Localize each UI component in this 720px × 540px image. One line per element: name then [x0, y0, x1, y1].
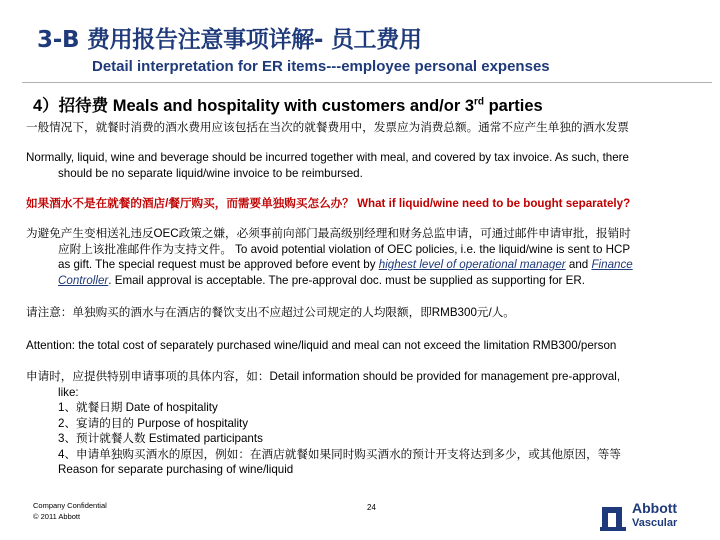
paragraph-general-rule-cn: 一般情况下，就餐时消费的酒水费用应该包括在当次的就餐费用中，发票应为消费总额。通常不应产生单独的酒水发票	[26, 121, 629, 134]
paragraph-general-rule-en: Normally, liquid, wine and beverage should be incurred together with meal, and covered by tax invoice. As such, there should be no separate liquid/wine invoice to be reimbursed.	[26, 151, 629, 180]
paragraph-application-details: 申请时，应提供特别申请事项的具体内容，如：Detail information should be provided for management pre-approval, like: 1、就餐日期 Date of hospitality 2、宴请的目的 Purpose of hospitality 3、预计就餐人数 Estimated participants 4、申请单独购买酒水的原因，例如：在酒店就餐如果同时购买酒水的预计开支将达到多少，或其他原因，等等 Reason for separate purchasing of wine/liquid	[26, 369, 708, 478]
list-item: 3、预计就餐人数 Estimated participants	[58, 432, 263, 445]
abbott-logo-icon	[600, 503, 626, 531]
list-item: 1、就餐日期 Date of hospitality	[58, 401, 218, 414]
slide-title: 3-B 费用报告注意事项详解- 员工费用	[37, 27, 422, 53]
link-controller: Controller	[58, 273, 109, 287]
question-separate-purchase: 如果酒水不是在就餐的酒店/餐厅购买，而需要单独购买怎么办？ What if liquid/wine need to be bought separately?	[26, 197, 631, 210]
paragraph-limit-en: Attention: the total cost of separately purchased wine/liquid and meal can not exceed the limitation RMB300/person	[26, 339, 617, 352]
abbott-logo: Abbott Vascular	[600, 499, 710, 535]
link-finance: Finance	[591, 258, 633, 271]
footer-confidential: Company Confidential © 2011 Abbott	[33, 501, 107, 521]
list-item: 4、申请单独购买酒水的原因，例如：在酒店就餐如果同时购买酒水的预计开支将达到多少，或其他原因，等等	[58, 447, 621, 461]
header-divider	[22, 82, 712, 83]
link-highest-level-manager: highest level of operational manager	[378, 258, 566, 271]
section-heading: 4）招待费 Meals and hospitality with customers and/or 3rd parties	[33, 96, 543, 115]
paragraph-approval-requirement: 为避免产生变相送礼违反OEC政策之嫌，必须事前向部门最高级别经理和财务总监申请，可通过邮件申请审批，报销时 应附上该批准邮件作为支持文件。 To avoid potential violation of OEC policies, i.e. the liquid/wine is sent to HCP as gift. The special request must be approved before event by highest level of operational manager and Finance Controller. Email approval is acceptable. The pre-approval doc. must be supplied as supporting for ER.	[26, 227, 633, 287]
list-item: 2、宴请的目的 Purpose of hospitality	[58, 416, 249, 430]
slide-subtitle: Detail interpretation for ER items---employee personal expenses	[92, 58, 550, 75]
page-number: 24	[367, 503, 376, 512]
paragraph-limit-cn: 请注意：单独购买的酒水与在酒店的餐饮支出不应超过公司规定的人均限额，即RMB300元/人。	[26, 306, 515, 319]
